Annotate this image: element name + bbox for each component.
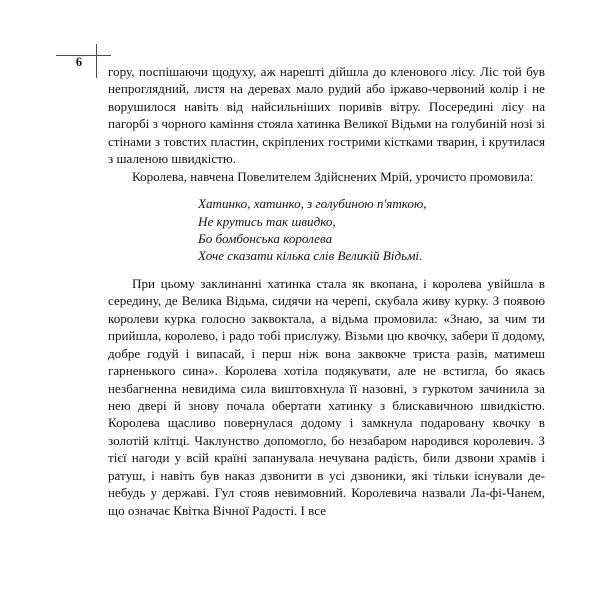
text-column (108, 63, 545, 519)
page-number: 6 (75, 55, 83, 69)
paragraph-continued: гору, поспішаючи щодуху, аж нарешті дійшла до кленового лісу. Ліс той був непроглядний, листя на деревах мало рудий або іржаво-червоний колір і не ворушилося навіть від найсильніших поривів вітру. Посередині лісу на пагорбі з чорного каміння стояла хатинка Великої Відьми на голубиній нозі зі стінами з товстих пластин, скріплених гострими кістками тварин, і крутилася з шаленою швидкістю. (108, 64, 545, 167)
verse-line: Бо бомбонська королева (198, 230, 333, 246)
paragraph-queen-spoke: Королева, навчена Повелителем Здійснених Мрій, урочисто промовила: (132, 168, 534, 184)
verse-line: Хатинко, хатинко, з голубиною п'яткою, (198, 196, 427, 212)
paragraph-incantation: При цьому заклинанні хатинка стала як вкопана, і королева увійшла в середину, де Велика Відьма, сидячи на черепі, скубала живу курку. З появою королеви курка голосно заквоктала, а відьма промовила: «Знаю, за чим ти прийшла, королево, і радо тобі прислужу. Візьми цю квочку, забери її додому, добре годуй і випасай, і перш ніж вона заквокче триста разів, матимеш гарненького сина». Королева хотіла подякувати, але не встигла, бо якась незбагненна невидима сила виштовхнула її назовні, з гуркотом зачинила за нею двері й знову почала обертати хатинку з блискавичною швидкістю. Королева щасливо повернулася додому і замкнула подаровану квочку в золотій клітці. Чаклунство допомогло, бо незабаром народився королевич. З тієї нагоди у всій країні запанувала нечувана радість, били дзвони храмів і ратуш, і навіть був наказ дзвонити в усі дзвоники, які тільки існували де-небудь у державі. Гул стояв невимовний. Королевича назвали Ла-фі-Чанем, що означає Квітка Вічної Радості. І все (108, 275, 545, 518)
header-vertical-rule (96, 44, 97, 78)
verse-block (108, 185, 545, 275)
verse-line: Не крутись так швидко, (198, 213, 336, 229)
verse-line: Хоче сказати кілька слів Великій Відьмі. (198, 248, 423, 264)
